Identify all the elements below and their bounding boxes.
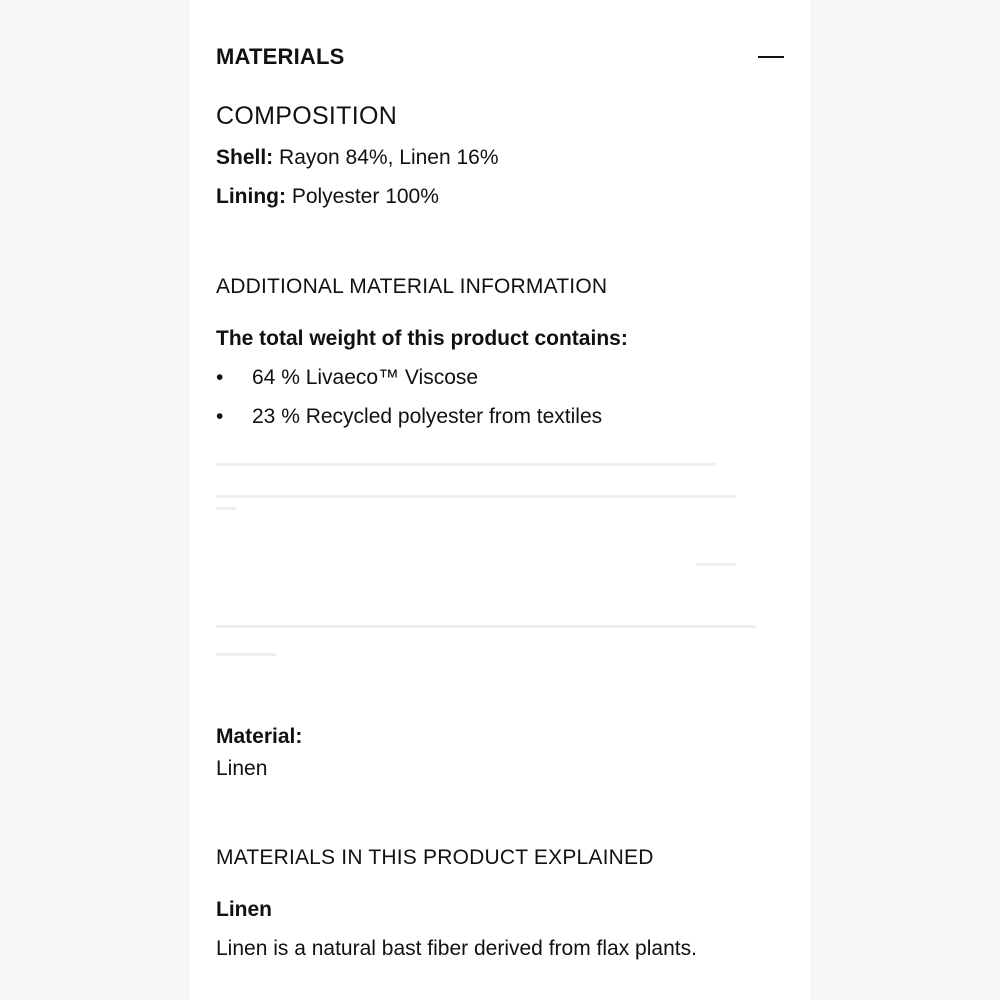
collapse-toggle-button[interactable] (756, 44, 786, 72)
minus-icon (758, 56, 784, 58)
lining-value: Polyester 100% (285, 185, 439, 208)
list-item (216, 366, 478, 390)
material-value: Linen (216, 757, 268, 780)
shell-label: Shell: (216, 146, 274, 169)
lining-label: Lining: (216, 185, 286, 208)
additional-info-heading: ADDITIONAL MATERIAL INFORMATION (216, 275, 608, 298)
material-label: Material: (216, 725, 303, 748)
bullet-icon: • (216, 366, 224, 389)
shell-value: Rayon 84%, Linen 16% (273, 146, 499, 169)
materials-section-header[interactable]: MATERIALS (216, 44, 345, 69)
shell-composition (216, 146, 499, 170)
list-item (216, 405, 602, 429)
list-item-text: 64 % Livaeco™ Viscose (252, 366, 479, 389)
materials-explained-heading: MATERIALS IN THIS PRODUCT EXPLAINED (216, 846, 654, 869)
bullet-icon: • (216, 405, 224, 428)
total-weight-lead: The total weight of this product contains: (216, 327, 628, 350)
composition-heading: COMPOSITION (216, 102, 398, 130)
faded-content-area (216, 455, 776, 665)
lining-composition (216, 185, 439, 209)
explained-material-description: Linen is a natural bast fiber derived from flax plants. (216, 937, 697, 960)
list-item-text: 23 % Recycled polyester from textiles (252, 405, 603, 428)
explained-material-name: Linen (216, 898, 272, 921)
materials-panel (190, 0, 810, 1000)
